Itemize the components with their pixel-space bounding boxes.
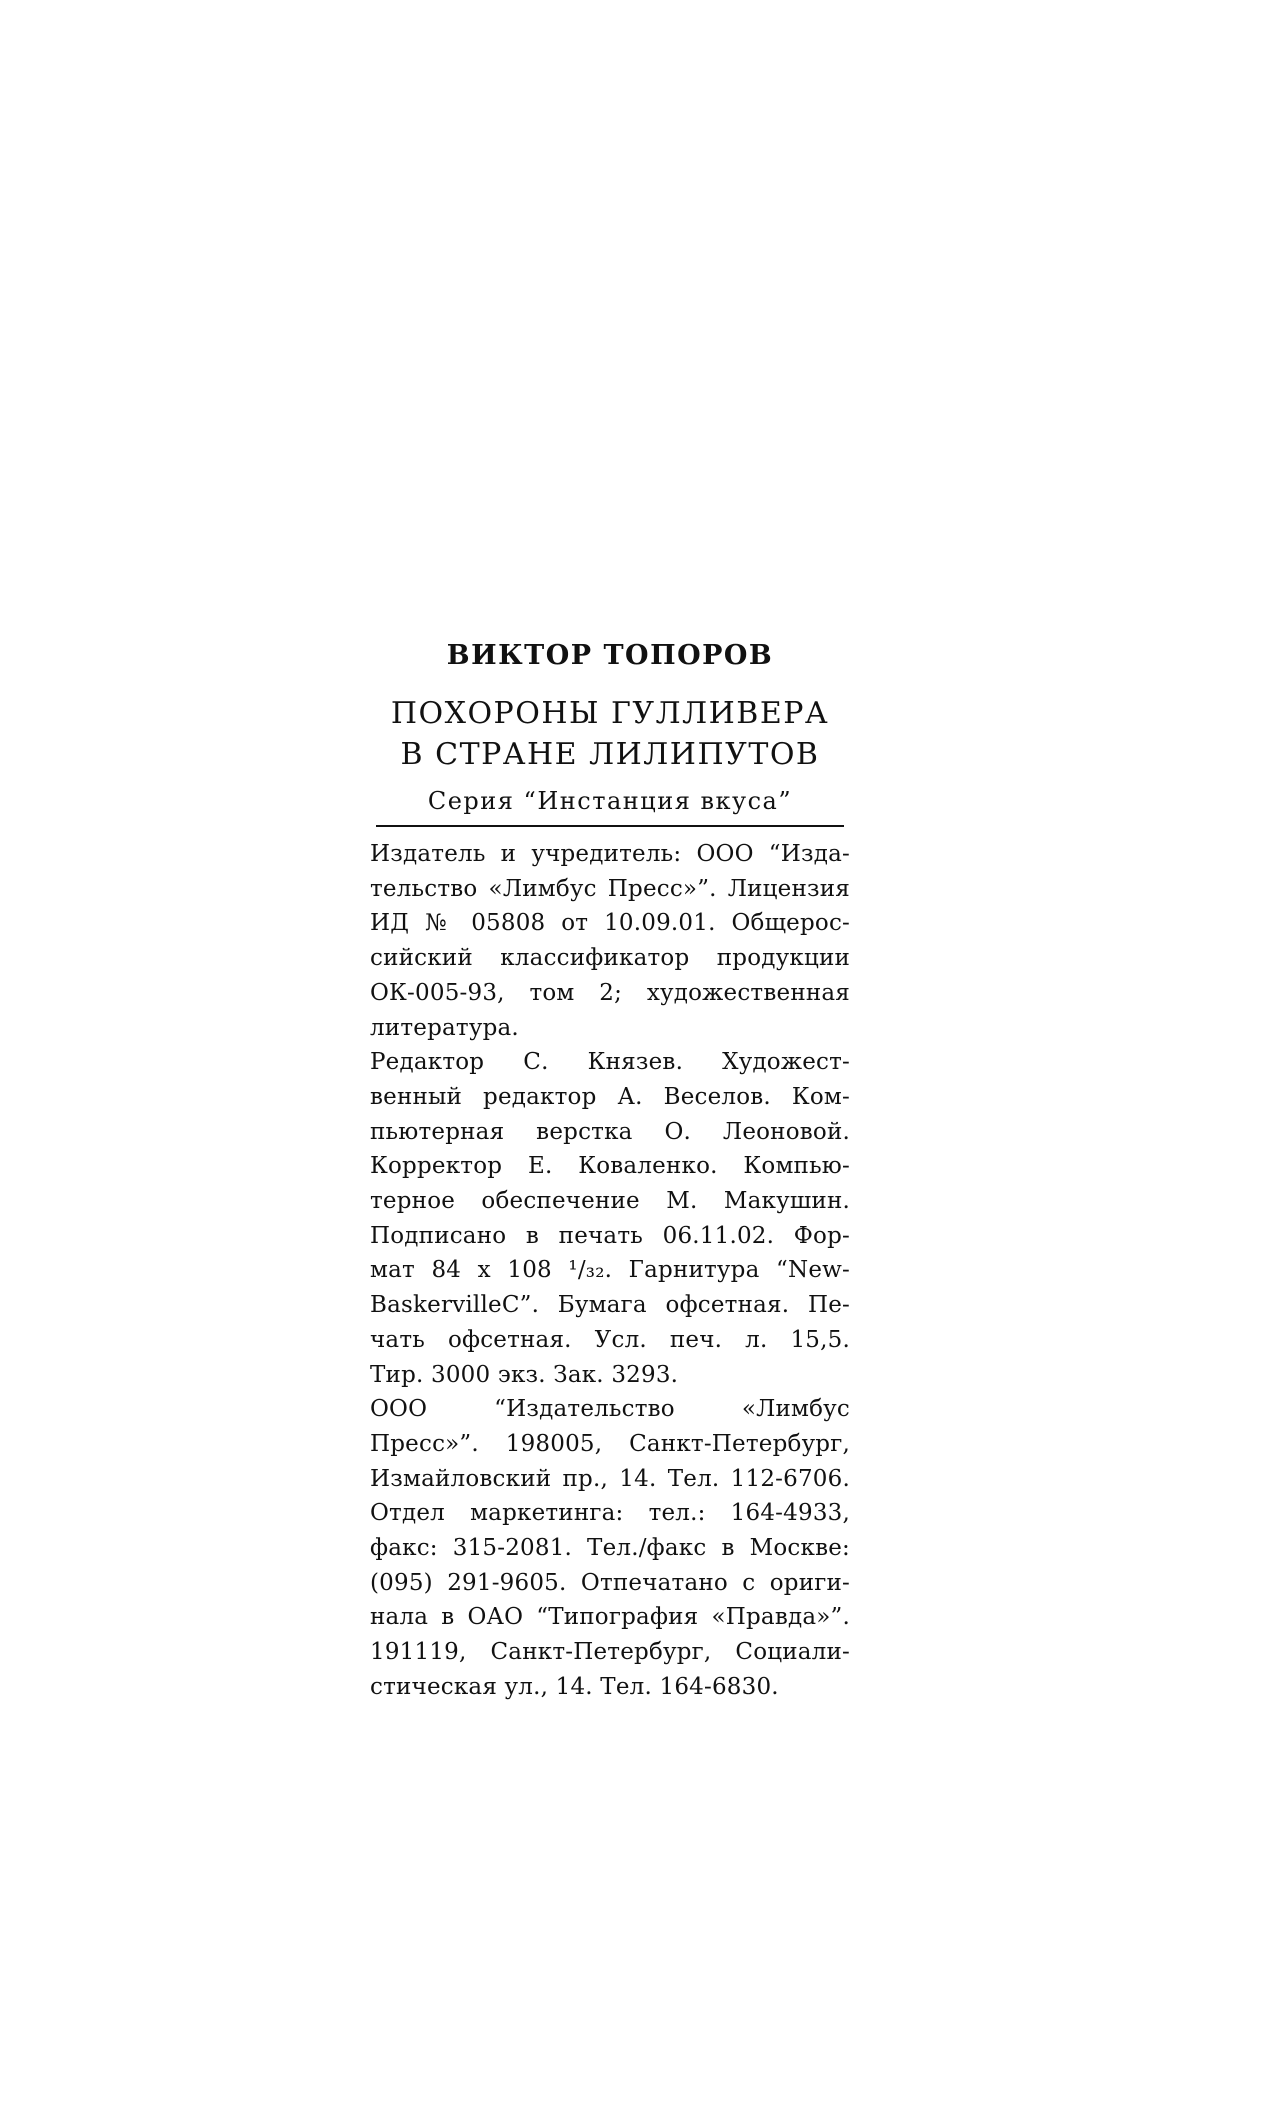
imprint-line: Корректор Е. Коваленко. Компью- — [370, 1153, 850, 1180]
imprint-line: (095) 291-9605. Отпечатано с ориги- — [370, 1569, 850, 1596]
imprint-line: ООО “Издательство «Лимбус — [370, 1396, 850, 1423]
book-title-line: ПОХОРОНЫ ГУЛЛИВЕРА — [390, 696, 830, 731]
imprint-line: пьютерная верстка О. Леоновой. — [370, 1118, 850, 1145]
imprint — [370, 837, 850, 1705]
imprint-line: сийский классификатор продукции — [370, 945, 850, 972]
imprint-line: 191119, Санкт-Петербург, Социали- — [370, 1639, 850, 1666]
imprint-line: BaskervilleC”. Бумага офсетная. Пе- — [370, 1292, 850, 1319]
series-name: Серия “Инстанция вкуса” — [427, 787, 793, 815]
imprint-line: Отдел маркетинга: тел.: 164-4933, — [370, 1500, 850, 1527]
author-name: ВИКТОР ТОПОРОВ — [446, 640, 774, 671]
imprint-line: литература. — [370, 1014, 519, 1041]
imprint-line: мат 84 x 108 ¹/₃₂. Гарнитура “New- — [370, 1257, 850, 1284]
imprint-line: Редактор С. Князев. Художест- — [370, 1049, 850, 1076]
divider-rule — [376, 825, 844, 827]
imprint-line: факс: 315-2081. Тел./факс в Москве: — [370, 1535, 850, 1562]
imprint-publisher-paragraph — [370, 837, 850, 1045]
imprint-credits-paragraph — [370, 1045, 850, 1392]
imprint-line: венный редактор А. Веселов. Ком- — [370, 1083, 850, 1110]
imprint-line: терное обеспечение М. Макушин. — [370, 1188, 850, 1215]
imprint-line: Пресс»”. 198005, Санкт-Петербург, — [370, 1430, 850, 1457]
book-header — [370, 640, 850, 815]
book-title — [370, 693, 850, 775]
imprint-line: нала в ОАО “Типография «Правда»”. — [370, 1604, 850, 1631]
imprint-line: Издатель и учредитель: ООО “Изда- — [370, 841, 850, 867]
imprint-line: ОК-005-93, том 2; художественная — [370, 979, 850, 1006]
colophon — [370, 640, 850, 1705]
imprint-line: ИД № 05808 от 10.09.01. Общерос- — [370, 910, 850, 937]
imprint-line: Тир. 3000 экз. Зак. 3293. — [370, 1361, 679, 1388]
imprint-line: Измайловский пр., 14. Тел. 112-6706. — [370, 1465, 850, 1492]
book-title-line: В СТРАНЕ ЛИЛИПУТОВ — [400, 737, 820, 772]
imprint-line: чать офсетная. Усл. печ. л. 15,5. — [370, 1326, 850, 1353]
imprint-line: тельство «Лимбус Пресс»”. Лицензия — [370, 875, 850, 902]
imprint-line: Подписано в печать 06.11.02. Фор- — [370, 1222, 850, 1249]
imprint-printing-paragraph — [370, 1392, 850, 1704]
imprint-line: стическая ул., 14. Тел. 164-6830. — [370, 1673, 779, 1700]
